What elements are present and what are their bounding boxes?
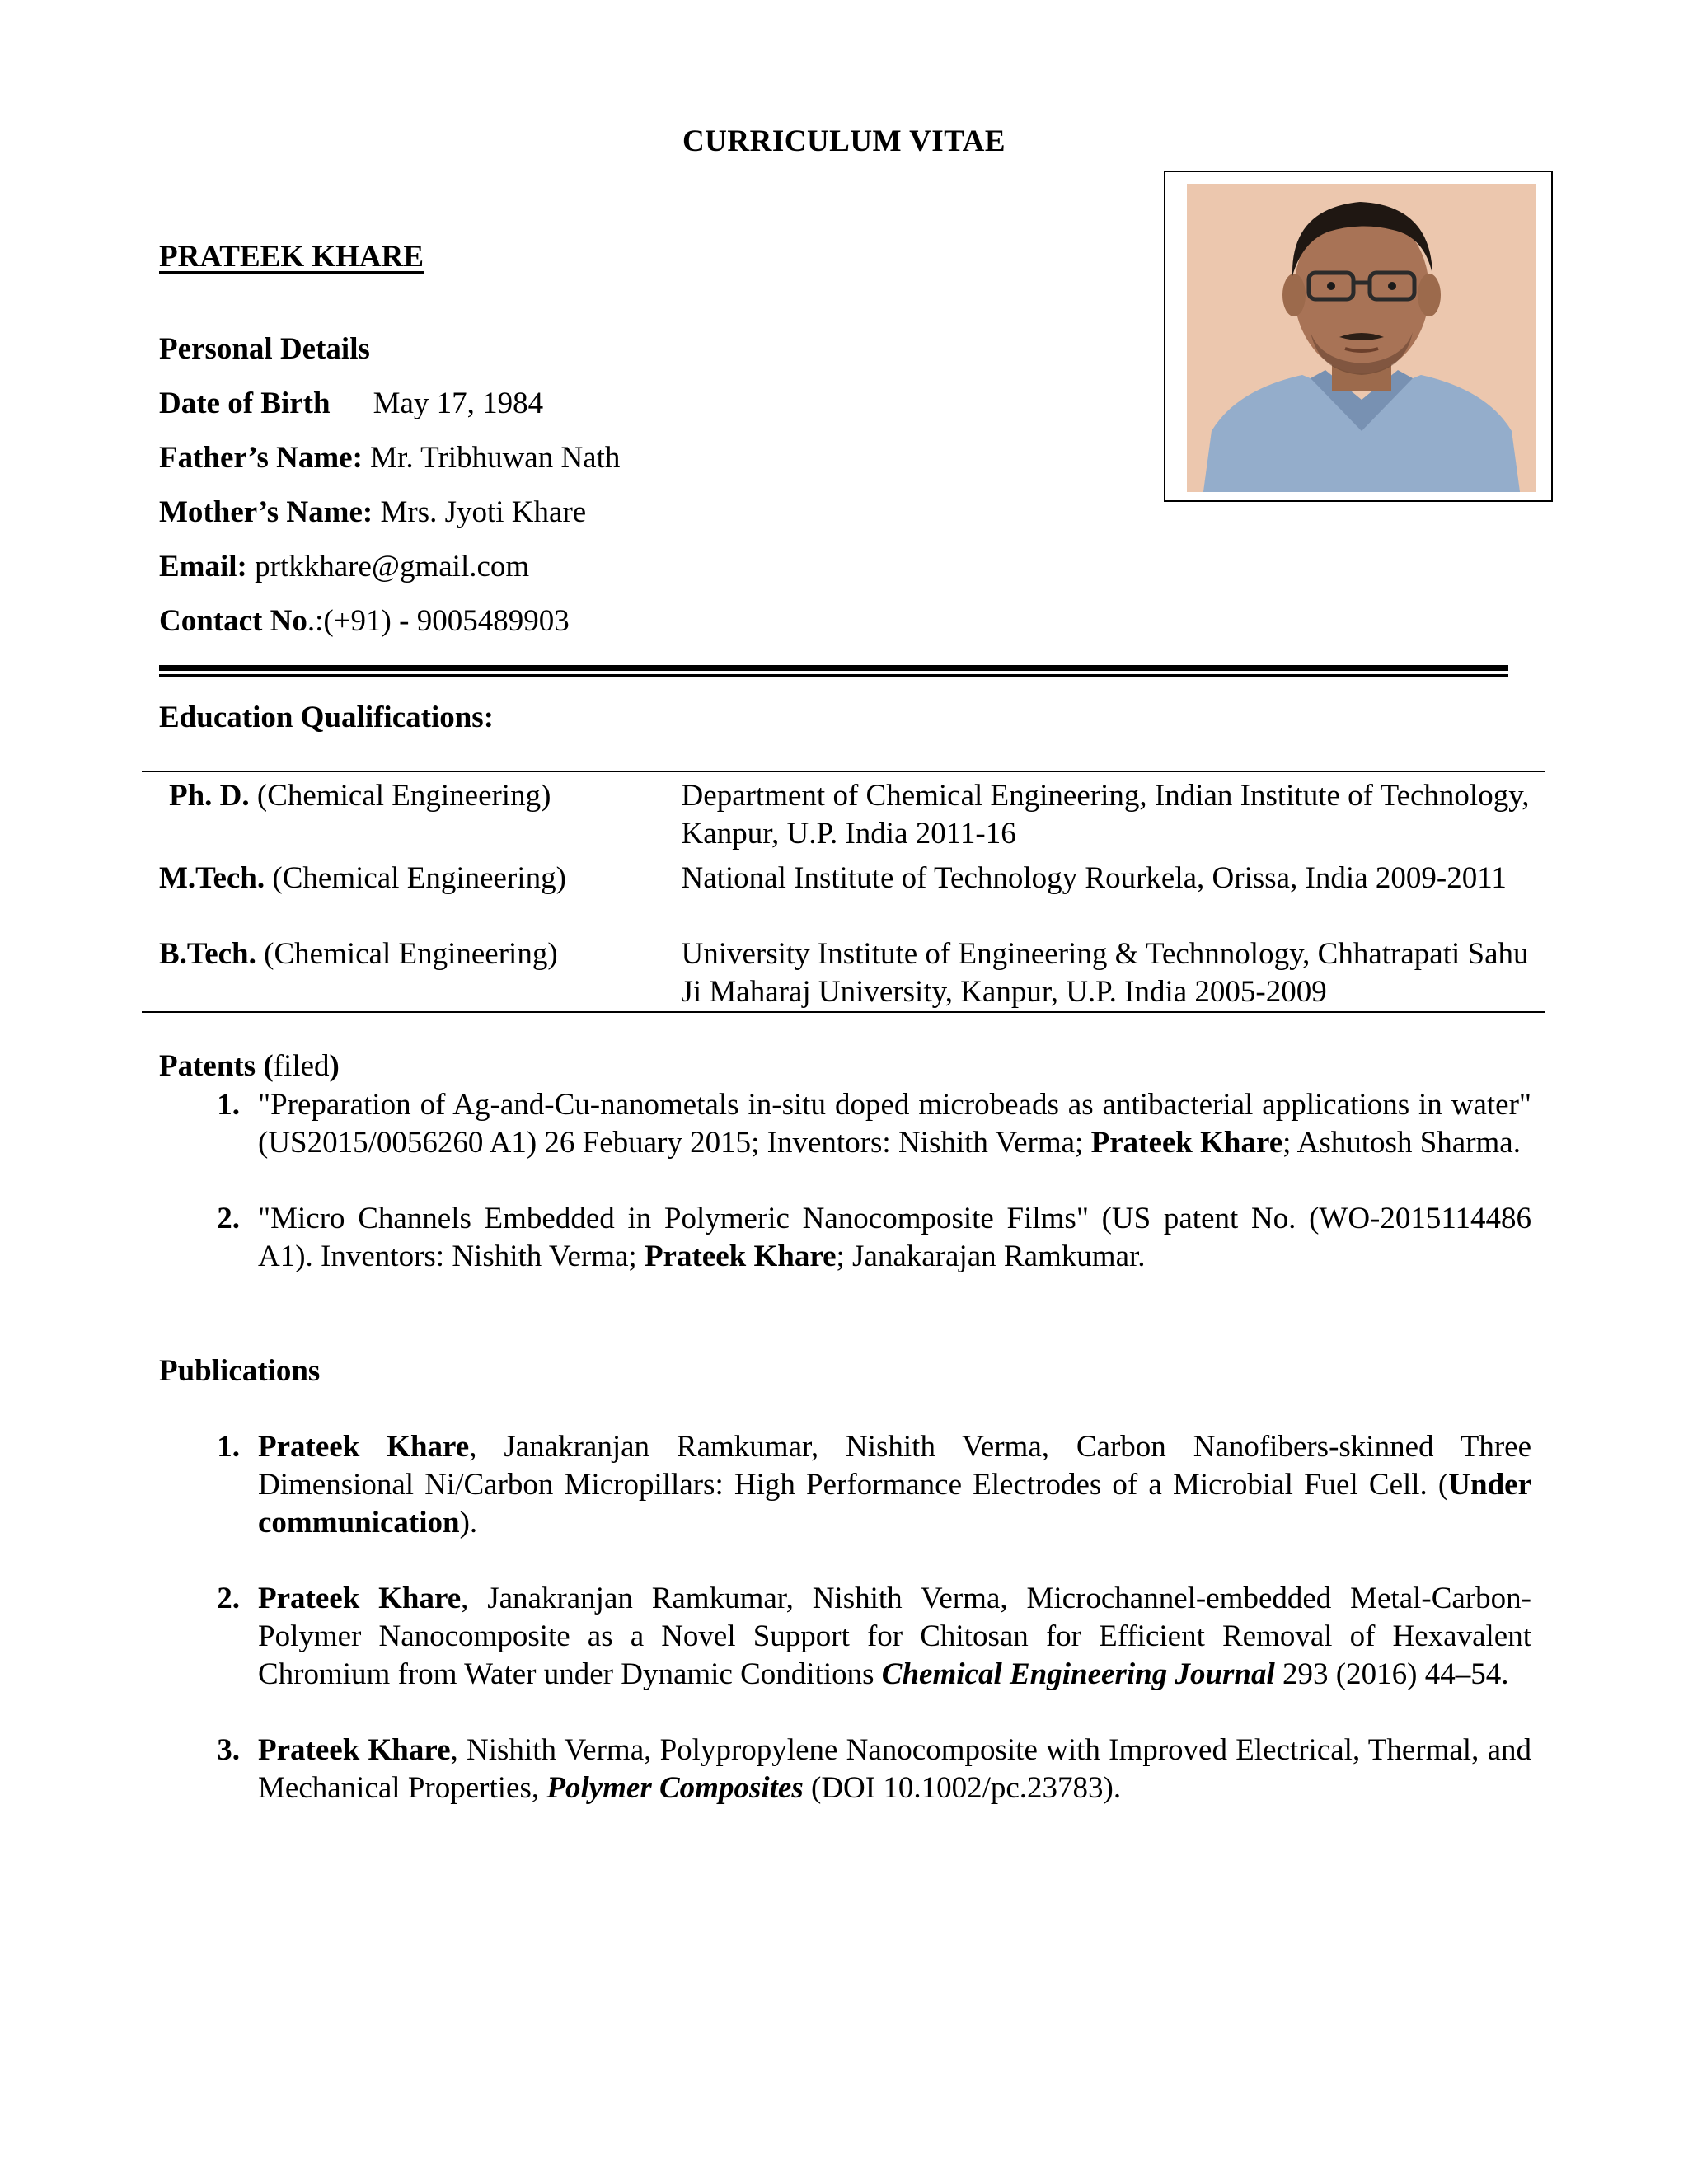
degree-field: (Chemical Engineering) [249, 779, 551, 813]
contact-row [159, 603, 570, 639]
patent-list [159, 1086, 1531, 1276]
mother-value: Mrs. Jyoti Khare [380, 495, 587, 529]
list-number: 3. [217, 1733, 240, 1767]
publication-author: Prateek Khare [258, 1582, 462, 1615]
list-number: 2. [217, 1582, 240, 1615]
publication-text [258, 1580, 1531, 1694]
degree-field: (Chemical Engineering) [265, 861, 566, 895]
degree-field: (Chemical Engineering) [256, 937, 558, 971]
publication-author: Prateek Khare [258, 1430, 470, 1464]
education-table [142, 771, 1545, 1013]
publication-body: , Janakranjan Ramkumar, Nishith Verma, Microchannel-embedded Metal-Carbon-Polymer Nanocomposite as a Novel Support for Chitosan for Efficient Removal of Hexavalent Chromium from Water under Dynamic Conditions [258, 1582, 1531, 1691]
patents-heading-label: Patents ( [159, 1049, 274, 1083]
publication-item [159, 1732, 1531, 1807]
publications-heading: Publications [159, 1354, 321, 1388]
email-row [159, 549, 529, 584]
education-institution: Department of Chemical Engineering, Indian Institute of Technology, Kanpur, U.P. India 2011-16 [681, 779, 1530, 851]
patents-heading [159, 1048, 340, 1084]
person-photo-icon [1187, 184, 1536, 492]
publication-item [159, 1580, 1531, 1694]
contact-value: .:(+91) - 9005489903 [307, 604, 570, 638]
patent-title: "Micro Channels Embedded in Polymeric Nanocomposite Films" (US patent No. (WO-2015114486 A1). Inventors: Nishith Verma; [258, 1202, 1531, 1273]
degree-name: M.Tech. [159, 861, 265, 895]
publication-list [159, 1428, 1531, 1807]
father-label: Father’s Name: [159, 441, 363, 475]
education-degree [142, 777, 682, 860]
education-degree [142, 860, 681, 935]
dob-row [159, 386, 543, 421]
father-row [159, 440, 620, 476]
section-divider-thin [159, 674, 1508, 677]
publication-tail: 293 (2016) 44–54. [1274, 1657, 1509, 1691]
patent-inventor-rest: ; Ashutosh Sharma. [1282, 1126, 1521, 1160]
education-heading: Education Qualifications: [159, 701, 495, 734]
patent-inventor-rest: ; Janakarajan Ramkumar. [836, 1240, 1146, 1273]
section-divider [159, 665, 1508, 671]
education-row-phd [142, 772, 1545, 860]
email-label: Email: [159, 550, 247, 583]
father-value: Mr. Tribhuwan Nath [370, 441, 621, 475]
patent-text [258, 1086, 1531, 1162]
education-row-mtech [142, 860, 1545, 935]
mother-label: Mother’s Name: [159, 495, 373, 529]
degree-name: Ph. D. [169, 779, 250, 813]
patent-title: "Preparation of Ag-and-Cu-nanometals in-situ doped microbeads as antibacterial applications in water" (US2015/0056260 A1) 26 Febuary 2015; Inventors: Nishith Verma; [258, 1088, 1531, 1160]
publication-item [159, 1428, 1531, 1542]
mother-row [159, 494, 586, 530]
patents-heading-close: ) [329, 1049, 340, 1083]
publication-text [258, 1428, 1531, 1542]
patent-text [258, 1200, 1531, 1276]
publication-author: Prateek Khare [258, 1733, 451, 1767]
publication-body: , Nishith Verma, Polypropylene Nanocomposite with Improved Electrical, Thermal, and Mechanical Properties, [258, 1733, 1531, 1805]
patent-item [159, 1200, 1531, 1276]
publication-tail: ). [459, 1506, 478, 1540]
degree-name: B.Tech. [159, 937, 256, 971]
publication-text [258, 1732, 1531, 1807]
education-institution: National Institute of Technology Rourkela, Orissa, India 2009-2011 [681, 861, 1507, 895]
patent-item [159, 1086, 1531, 1162]
personal-details-heading: Personal Details [159, 332, 370, 366]
dob-value: May 17, 1984 [373, 387, 544, 420]
list-number: 1. [217, 1430, 240, 1464]
publication-status: Under communication [258, 1468, 1531, 1540]
education-row-btech [142, 935, 1545, 1011]
email-value[interactable]: prtkkhare@gmail.com [255, 550, 530, 583]
profile-photo-frame [1164, 171, 1553, 502]
patent-inventor-highlight: Prateek Khare [1090, 1126, 1283, 1160]
dob-label: Date of Birth [159, 387, 331, 420]
contact-label: Contact No [159, 604, 307, 638]
list-number: 1. [217, 1088, 240, 1122]
patents-heading-filed: filed [273, 1049, 330, 1083]
publication-journal: Polymer Composites [546, 1771, 804, 1805]
publication-tail: (DOI 10.1002/pc.23783). [803, 1771, 1122, 1805]
document-title: CURRICULUM VITAE [682, 124, 1006, 158]
publication-body: , Janakranjan Ramkumar, Nishith Verma, Carbon Nanofibers-skinned Three Dimensional Ni/Carbon Micropillars: High Performance Electrodes of a Microbial Fuel Cell. ( [258, 1430, 1531, 1502]
education-institution: University Institute of Engineering & Technnology, Chhatrapati Sahu Ji Maharaj University, Kanpur, U.P. India 2005-2009 [681, 937, 1529, 1009]
candidate-name: PRATEEK KHARE [159, 240, 424, 274]
list-number: 2. [217, 1202, 240, 1235]
publication-journal: Chemical Engineering Journal [881, 1657, 1275, 1691]
education-degree [142, 935, 681, 1011]
patent-inventor-highlight: Prateek Khare [644, 1240, 837, 1273]
